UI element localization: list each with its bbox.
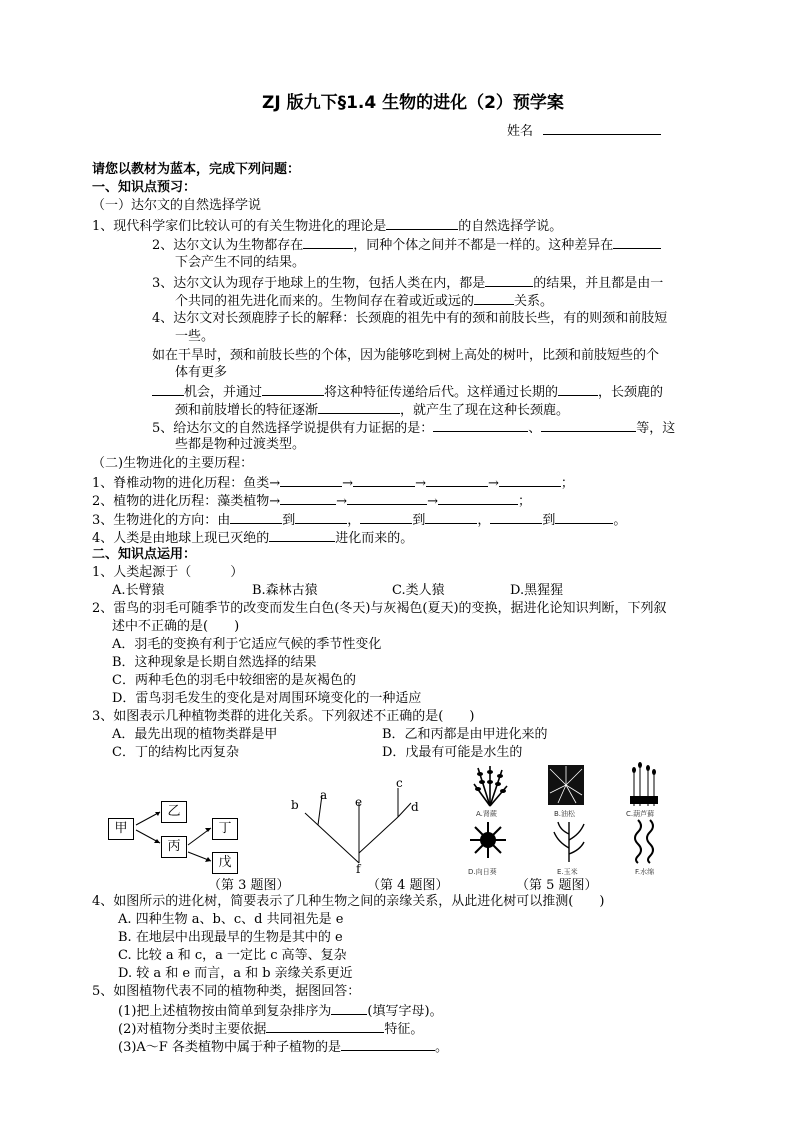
q4-option-d[interactable]: D. 较 a 和 e 而言，a 和 b 亲缘关系更近 xyxy=(118,966,353,981)
q1-option-c[interactable]: C.类人猿 xyxy=(392,583,445,598)
fig4-label-e: e xyxy=(355,795,363,809)
q3-option-a[interactable]: A．最先出现的植物类群是甲 xyxy=(112,727,278,742)
q-evolution-4: 4、人类是由地球上现已灭绝的 进化而来的。 xyxy=(92,528,413,547)
q1-option-d[interactable]: D.黑猩猩 xyxy=(510,583,564,598)
q-darwin-4-blanks: 机会，并通过 将这种特征传递给后代。这样通过长期的 ，长颈鹿的 xyxy=(152,382,663,401)
pine-icon xyxy=(546,763,586,807)
q-evolution-3: 3、生物进化的方向：由 到 ， 到 ， 到 。 xyxy=(92,510,626,529)
fig3-node-yi: 乙 xyxy=(161,801,187,823)
q2-option-b[interactable]: B．这种现象是长期自然选择的结果 xyxy=(112,655,317,670)
spirogyra-icon xyxy=(630,818,660,864)
blank[interactable] xyxy=(347,491,427,505)
q-darwin-4-example: 如在干旱时，颈和前肢长些的个体，因为能够吃到树上高处的树叶，比颈和前肢短些的个 xyxy=(152,348,660,363)
q-darwin-3-cont: 个共同的祖先进化而来的。生物间存在着或近或远的 关系。 xyxy=(175,291,553,310)
blank[interactable] xyxy=(474,291,514,305)
moss-icon xyxy=(624,760,664,808)
fern-icon xyxy=(470,762,510,808)
q4-option-b[interactable]: B. 在地层中出现最早的生物是其中的 e xyxy=(118,930,343,945)
q3-option-d[interactable]: D．戊最有可能是水生的 xyxy=(382,745,523,760)
q2-option-d[interactable]: D．雷鸟羽毛发生的变化是对周围环境变化的一种适应 xyxy=(112,691,422,706)
q-darwin-2-cont: 下会产生不同的结果。 xyxy=(175,255,306,270)
plant-label-a: A.肾蕨 xyxy=(476,810,497,818)
blank[interactable] xyxy=(360,510,412,524)
caption-fig4: （第 4 题图） xyxy=(367,878,449,893)
blank[interactable] xyxy=(541,418,636,432)
page-title: ZJ 版九下§1.4 生物的进化（2）预学案 xyxy=(262,93,564,113)
fig4-label-c: c xyxy=(396,776,403,790)
question-4: 4、如图所示的进化树，简要表示了几种生物之间的亲缘关系，从此进化树可以推测( ) xyxy=(92,894,605,909)
caption-fig3: （第 3 题图） xyxy=(208,878,290,893)
plant-label-f: F.水绵 xyxy=(635,868,655,876)
blank[interactable] xyxy=(318,400,400,414)
question-2: 2、雷鸟的羽毛可随季节的改变而发生白色(冬天)与灰褐色(夏天)的变换，据进化论知识判断，下列叙 xyxy=(92,601,667,616)
blank[interactable] xyxy=(425,510,477,524)
blank[interactable] xyxy=(341,1037,435,1051)
fig4-label-f: f xyxy=(356,862,361,876)
blank[interactable] xyxy=(558,382,598,396)
q-evolution-2: 2、植物的进化历程：藻类植物→ → → ； xyxy=(92,491,531,510)
sunflower-icon xyxy=(466,820,510,860)
plant-label-d: D.向日葵 xyxy=(468,868,497,876)
q2-option-a[interactable]: A．羽毛的变换有利于它适应气候的季节性变化 xyxy=(112,637,382,652)
blank[interactable] xyxy=(303,235,353,249)
q5-part-1: (1)把上述植物按由简单到复杂排序为 (填写字母)。 xyxy=(118,1001,443,1020)
blank[interactable] xyxy=(433,418,528,432)
fig3-node-ding: 丁 xyxy=(212,818,238,840)
q3-option-c[interactable]: C．丁的结构比丙复杂 xyxy=(112,745,239,760)
fig4-label-a: a xyxy=(320,788,328,802)
q-darwin-1: 1、现代科学家们比较认可的有关生物进化的理论是 的自然选择学说。 xyxy=(92,216,562,235)
blank[interactable] xyxy=(438,491,518,505)
section2-heading: 二、知识点运用： xyxy=(92,547,197,562)
fig3-node-bing: 丙 xyxy=(161,836,187,858)
q4-option-a[interactable]: A. 四种生物 a、b、c、d 共同祖先是 e xyxy=(118,912,344,927)
fig4-label-b: b xyxy=(291,798,299,812)
blank[interactable] xyxy=(152,382,184,396)
blank[interactable] xyxy=(262,382,324,396)
q-darwin-4-blanks-cont: 颈和前肢增长的特征逐渐 ，就产生了现在这种长颈鹿。 xyxy=(175,400,569,419)
blank[interactable] xyxy=(295,510,347,524)
question-2-cont: 述中不正确的是( ) xyxy=(112,619,240,634)
section1-heading: 一、知识点预习： xyxy=(92,180,197,195)
blank[interactable] xyxy=(613,235,661,249)
blank[interactable] xyxy=(269,528,335,542)
q-darwin-4-cont: 一些。 xyxy=(175,329,215,344)
q1-option-a[interactable]: A.长臂猿 xyxy=(112,583,165,598)
blank[interactable] xyxy=(230,510,282,524)
fig3-node-wu: 戊 xyxy=(212,852,238,874)
name-label: 姓名 xyxy=(507,124,534,139)
figure-4-tree xyxy=(285,775,425,877)
name-line[interactable] xyxy=(507,121,661,140)
q-darwin-4-example-cont: 体有更多 xyxy=(175,365,228,380)
blank[interactable] xyxy=(353,473,415,487)
fig4-label-d: d xyxy=(411,800,419,814)
q-darwin-5: 5、给达尔文的自然选择学说提供有力证据的是： 、 等，这 xyxy=(152,418,675,437)
plant-label-e: E.玉米 xyxy=(557,868,578,876)
plant-label-c: C.葫芦藓 xyxy=(626,810,655,818)
blank[interactable] xyxy=(555,510,613,524)
q-evolution-1: 1、脊椎动物的进化历程：鱼类→ → → → ； xyxy=(92,473,574,492)
q5-part-3: (3)A～F 各类植物中属于种子植物的是 。 xyxy=(118,1037,448,1056)
q-darwin-3: 3、达尔文认为现存于地球上的生物，包括人类在内，都是 的结果，并且都是由一 xyxy=(152,273,663,292)
blank[interactable] xyxy=(280,491,336,505)
blank[interactable] xyxy=(266,1019,384,1033)
section1-sub2: （二)生物进化的主要历程： xyxy=(92,456,254,471)
corn-icon xyxy=(552,818,586,864)
q-darwin-4: 4、达尔文对长颈鹿脖子长的解释：长颈鹿的祖先中有的颈和前肢长些，有的则颈和前肢短 xyxy=(152,311,668,326)
name-blank[interactable] xyxy=(543,121,661,135)
question-1: 1、人类起源于（ ） xyxy=(92,565,244,580)
blank[interactable] xyxy=(386,216,458,230)
blank[interactable] xyxy=(426,473,488,487)
blank[interactable] xyxy=(485,273,533,287)
q5-part-2: (2)对植物分类时主要依据 特征。 xyxy=(118,1019,423,1038)
blank[interactable] xyxy=(280,473,342,487)
q4-option-c[interactable]: C. 比较 a 和 c，a 一定比 c 高等、复杂 xyxy=(118,948,347,963)
q-darwin-2: 2、达尔文认为生物都存在 ，同种个体之间并不都是一样的。这种差异在 xyxy=(152,235,661,254)
blank[interactable] xyxy=(331,1001,367,1015)
intro: 请您以教材为蓝本，完成下列问题： xyxy=(92,162,301,177)
q-darwin-5-cont: 些都是物种过渡类型。 xyxy=(175,437,306,452)
fig3-node-jia: 甲 xyxy=(108,818,134,840)
question-5: 5、如图植物代表不同的植物种类，据图回答： xyxy=(92,984,361,999)
section1-sub1: （一）达尔文的自然选择学说 xyxy=(92,198,262,213)
q2-option-c[interactable]: C．两种毛色的羽毛中较细密的是灰褐色的 xyxy=(112,673,356,688)
blank[interactable] xyxy=(499,473,561,487)
blank[interactable] xyxy=(490,510,542,524)
plant-label-b: B.油松 xyxy=(554,810,576,818)
q3-option-b[interactable]: B．乙和丙都是由甲进化来的 xyxy=(382,727,548,742)
caption-fig5: （第 5 题图） xyxy=(516,878,598,893)
question-3: 3、如图表示几种植物类群的进化关系。下列叙述不正确的是( ) xyxy=(92,709,475,724)
q1-option-b[interactable]: B.森林古猿 xyxy=(252,583,318,598)
